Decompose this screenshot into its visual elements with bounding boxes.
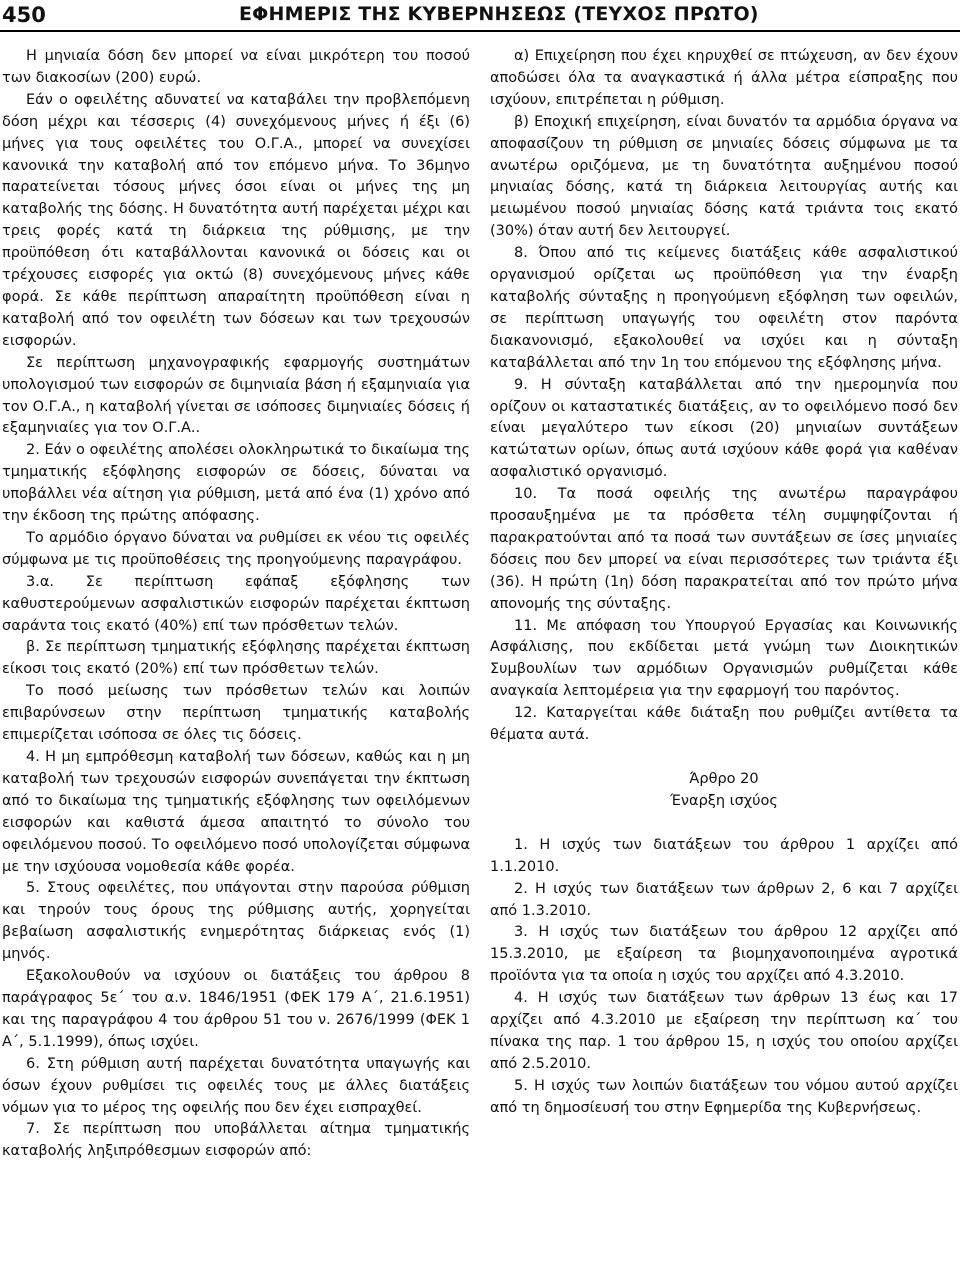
- paragraph: 2. Η ισχύς των διατάξεων των άρθρων 2, 6 και 7 αρχίζει από 1.3.2010.: [490, 880, 958, 919]
- paragraph: β) Εποχική επιχείρηση, είναι δυνατόν τα αρμόδια όργανα να αποφασίζουν τη ρύθμιση σε μηνιαίες δόσεις σύμφωνα με τα ανωτέρω οριζόμενα, με τη δυνατότητα αυξημένου ποσού μηνιαίας δόσης, κατά τη διάρκεια λειτουργίας αυτής και μειωμένου ποσού μηνιαίας δόσης κατά τριάντα τοις εκατό (30%) όταν αυτή δεν λειτουργεί.: [490, 113, 958, 240]
- paragraph: Το αρμόδιο όργανο δύναται να ρυθμίσει εκ νέου τις οφειλές σύμφωνα με τις προϋποθέσεις της προηγούμενης παραγράφου.: [2, 529, 470, 568]
- paragraph: Σε περίπτωση μηχανογραφικής εφαρμογής συστημάτων υπολογισμού των εισφορών σε διμηνιαία βάση ή εξαμηνιαία για τον Ο.Γ.Α., η καταβολή γίνεται σε ισόποσες διμηνιαίες δόσεις ή εξαμηνιαίες για τον Ο.Γ.Α..: [2, 354, 470, 437]
- paragraph: 1. Η ισχύς των διατάξεων του άρθρου 1 αρχίζει από 1.1.2010.: [490, 836, 958, 875]
- right-column: [490, 46, 958, 1120]
- left-column: [2, 46, 470, 1163]
- paragraph: Εάν ο οφειλέτης αδυνατεί να καταβάλει την προβλεπόμενη δόση μέχρι και τέσσερις (4) συνεχόμενους μήνες ή έξι (6) μήνες για τους οφειλέτες του Ο.Γ.Α., μπορεί να συνεχίσει κανονικά την καταβολή από τον επόμενο μήνα. Το 36μηνο παρατείνεται τόσους μήνες όσοι είναι οι μήνες της μη καταβολής της δόσης. Η δυνατότητα αυτή παρέχεται μέχρι και τρεις φορές κατά τη διάρκεια της ρύθμισης, με την προϋπόθεση ότι καταβάλλονται κανονικά οι δόσεις και οι τρέχουσες εισφορές για οκτώ (8) συνεχόμενους μήνες κάθε φορά. Σε κάθε περίπτωση απαραίτητη προϋπόθεση είναι η καταβολή από τον οφειλέτη των δόσεων και των τρεχουσών εισφορών.: [2, 91, 470, 349]
- paragraph: α) Επιχείρηση που έχει κηρυχθεί σε πτώχευση, αν δεν έχουν αποδώσει όλα τα αναγκαστικά ή άλλα μέτρα είσπραξης που ισχύουν, επιτρέπεται η ρύθμιση.: [490, 48, 958, 108]
- paragraph: 9. Η σύνταξη καταβάλλεται από την ημερομηνία που ορίζουν οι καταστατικές διατάξεις, αν το οφειλόμενο ποσό δεν είναι μεγαλύτερο των είκοσι (20) μηνιαίων συντάξεων κατώτατων ορίων, όπως αυτά ισχύουν κάθε φορά για καθέναν ασφαλιστικό οργανισμό.: [490, 376, 958, 481]
- paragraph: 5. Η ισχύς των λοιπών διατάξεων του νόμου αυτού αρχίζει από τη δημοσίευσή του στην Εφημερίδα της Κυβερνήσεως.: [490, 1077, 958, 1116]
- paragraph: 11. Με απόφαση του Υπουργού Εργασίας και Κοινωνικής Ασφάλισης, που εκδίδεται μετά γνώμη των Διοικητικών Συμβουλίων των αρμόδιων Οργανισμών ρυθμίζεται κάθε αναγκαία λεπτομέρεια για την εφαρμογή του παρόντος.: [490, 617, 958, 700]
- paragraph: 2. Εάν ο οφειλέτης απολέσει ολοκληρωτικά το δικαίωμα της τμηματικής εξόφλησης εισφορών σε δόσεις, δύναται να υποβάλλει νέα αίτηση για ρύθμιση, μετά από ένα (1) χρόνο από την έκδοση της πρώτης απόφασης.: [2, 442, 470, 525]
- paragraph: 3. Η ισχύς των διατάξεων του άρθρου 12 αρχίζει από 15.3.2010, με εξαίρεση τα βιομηχανοποιημένα αγροτικά προϊόντα για τα οποία η ισχύς του αρχίζει από 4.3.2010.: [490, 924, 958, 985]
- paragraph: 6. Στη ρύθμιση αυτή παρέχεται δυνατότητα υπαγωγής και όσων έχουν ρυθμίσει τις οφειλές τους με άλλες διατάξεις νόμων για το μέρος της οφειλής που δεν έχει εισπραχθεί.: [2, 1055, 470, 1116]
- paragraph: 12. Καταργείται κάθε διάταξη που ρυθμίζει αντίθετα τα θέματα αυτά.: [490, 705, 958, 744]
- paragraph: 10. Τα ποσά οφειλής της ανωτέρω παραγράφου προσαυξημένα με τα πρόσθετα τέλη συμψηφίζονται ή παρακρατούνται από τα ποσά των συντάξεων σε ίσες μηνιαίες δόσεις που δεν μπορεί να είναι περισσότερες των τριάντα έξι (36). Η πρώτη (1η) δόση παρακρατείται από τον πρώτο μήνα απονομής της σύνταξης.: [490, 486, 958, 612]
- paragraph: 8. Όπου από τις κείμενες διατάξεις κάθε ασφαλιστικού οργανισμού ορίζεται ως προϋπόθεση για την έναρξη καταβολής σύνταξης η προηγούμενη εξόφληση των οφειλών, σε περίπτωση υπαγωγής του οφειλέτη στον παρόντα διακανονισμό, εξακολουθεί να ισχύει και η σύνταξη καταβάλλεται από την 1η του επόμενου της εξόφλησης μήνα.: [490, 245, 958, 371]
- gazette-title: ΕΦΗΜΕΡΙΣ ΤΗΣ ΚΥΒΕΡΝΗΣΕΩΣ (ΤΕΥΧΟΣ ΠΡΩΤΟ): [239, 3, 759, 25]
- paragraph: 4. Η ισχύς των διατάξεων των άρθρων 13 έως και 17 αρχίζει από 4.3.2010 με εξαίρεση την περίπτωση κα΄ του πίνακα της παρ. 1 του άρθρου 15, η ισχύς του οποίου αρχίζει από 2.5.2010.: [490, 990, 958, 1072]
- page-header: [0, 0, 960, 30]
- paragraph: Εξακολουθούν να ισχύουν οι διατάξεις του άρθρου 8 παράγραφος 5ε΄ του α.ν. 1846/1951 (ΦΕΚ 179 Α΄, 21.6.1951) και της παραγράφου 4 του άρθρου 51 του ν. 2676/1999 (ΦΕΚ 1 Α΄, 5.1.1999), όπως ισχύει.: [2, 968, 470, 1050]
- paragraph: 4. Η μη εμπρόθεσμη καταβολή των δόσεων, καθώς και η μη καταβολή των τρεχουσών εισφορών συνεπάγεται την έκπτωση από το δικαίωμα της τμηματικής εξόφλησης των οφειλόμενων εισφορών και καθιστά άμεσα απαιτητό το σύνολο του οφειλόμενου ποσού. Το οφειλόμενο ποσό υπολογίζεται σύμφωνα με την ισχύουσα νομοθεσία κάθε φορέα.: [2, 749, 470, 875]
- page-number: 450: [2, 3, 46, 27]
- header-divider: [0, 30, 960, 32]
- paragraph: β. Σε περίπτωση τμηματικής εξόφλησης παρέχεται έκπτωση είκοσι τοις εκατό (20%) επί των πρόσθετων τελών.: [2, 639, 470, 678]
- article-subtitle: Έναρξη ισχύος: [670, 792, 778, 809]
- paragraph: Η μηνιαία δόση δεν μπορεί να είναι μικρότερη του ποσού των διακοσίων (200) ευρώ.: [2, 48, 470, 86]
- paragraph: 3.α. Σε περίπτωση εφάπαξ εξόφλησης των καθυστερούμενων ασφαλιστικών εισφορών παρέχεται έκπτωση σαράντα τοις εκατό (40%) επί των πρόσθετων τελών.: [2, 573, 470, 634]
- article-heading: Άρθρο 20: [689, 771, 759, 787]
- paragraph: 5. Στους οφειλέτες, που υπάγονται στην παρούσα ρύθμιση και τηρούν τους όρους της ρύθμισης αυτής, χορηγείται βεβαίωση ασφαλιστικής ενημερότητας διάρκειας ενός (1) μηνός.: [2, 880, 470, 963]
- paragraph: Το ποσό μείωσης των πρόσθετων τελών και λοιπών επιβαρύνσεων στην περίπτωση τμηματικής καταβολής επιμερίζεται ισόποσα σε όλες τις δόσεις.: [2, 683, 470, 744]
- paragraph: 7. Σε περίπτωση που υποβάλλεται αίτημα τμηματικής καταβολής ληξιπρόθεσμων εισφορών από:: [2, 1121, 470, 1160]
